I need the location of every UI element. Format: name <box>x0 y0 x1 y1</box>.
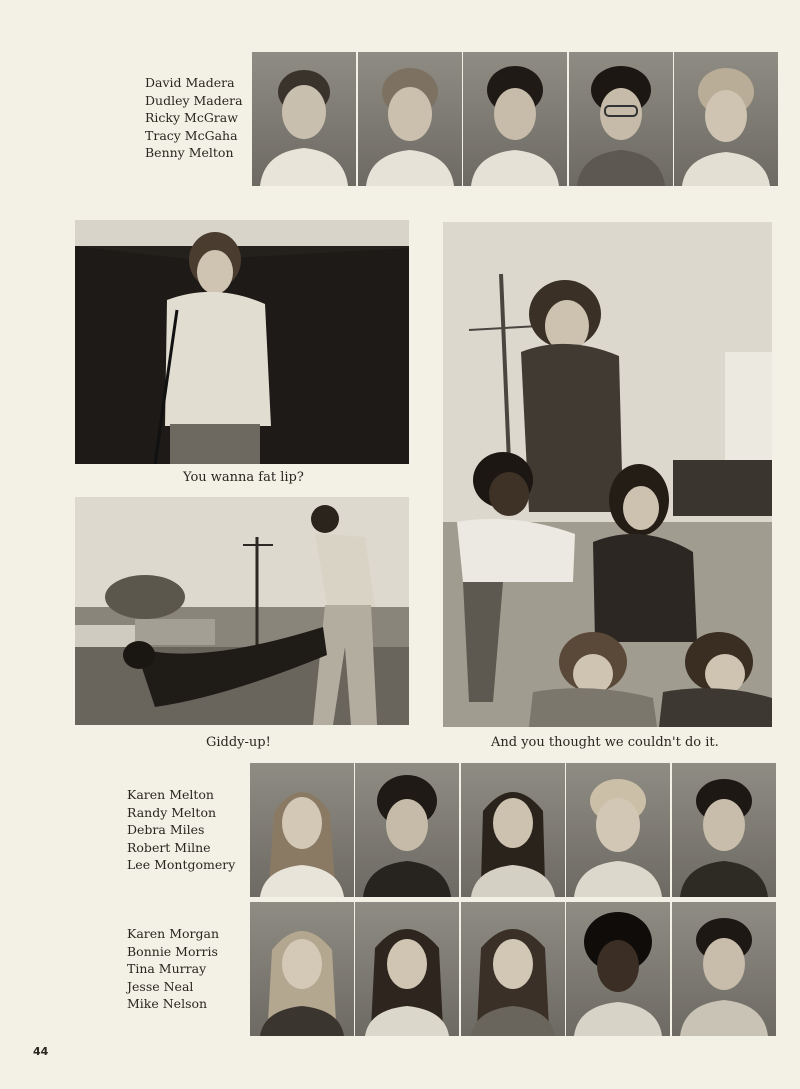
student-name: Karen Morgan <box>127 926 219 941</box>
student-portrait <box>461 763 565 897</box>
candid-photo-giddy-up <box>75 497 409 725</box>
student-name: Bonnie Morris <box>127 943 218 959</box>
student-portrait <box>461 902 565 1036</box>
student-portrait <box>252 52 356 186</box>
student-portrait <box>358 52 462 186</box>
student-portrait <box>355 902 459 1036</box>
name-list-row1 <box>145 74 243 162</box>
candid-photo-girl-with-cane <box>75 220 409 464</box>
caption-photo1: You wanna fat lip? <box>183 470 304 485</box>
student-name: Ricky McGraw <box>145 110 238 125</box>
student-portrait <box>355 763 459 897</box>
candid-photo-human-pyramid <box>443 222 772 727</box>
page-number: 44 <box>33 1045 49 1058</box>
student-name: Randy Melton <box>127 804 217 820</box>
student-name: Debra Miles <box>127 822 205 837</box>
student-name: Tina Murray <box>127 961 207 976</box>
student-portrait <box>672 902 776 1036</box>
name-list-row2 <box>127 786 235 874</box>
caption-photo2: Giddy-up! <box>206 735 271 750</box>
student-name: Lee Montgomery <box>127 857 236 872</box>
student-portrait <box>569 52 673 186</box>
caption-photo3: And you thought we couldn't do it. <box>491 735 719 750</box>
student-portrait <box>674 52 778 186</box>
student-portrait <box>250 902 354 1036</box>
student-name: Karen Melton <box>127 787 214 802</box>
student-portrait <box>250 763 354 897</box>
student-portrait <box>463 52 567 186</box>
student-name: Mike Nelson <box>127 996 208 1011</box>
student-name: Tracy McGaha <box>145 127 238 143</box>
student-name: Robert Milne <box>127 839 211 855</box>
student-name: David Madera <box>145 75 235 90</box>
student-portrait <box>566 763 670 897</box>
student-name: Dudley Madera <box>145 92 243 108</box>
student-name: Jesse Neal <box>127 978 194 994</box>
student-portrait <box>672 763 776 897</box>
name-list-row3 <box>127 925 219 1013</box>
student-name: Benny Melton <box>145 145 234 160</box>
student-portrait <box>566 902 670 1036</box>
